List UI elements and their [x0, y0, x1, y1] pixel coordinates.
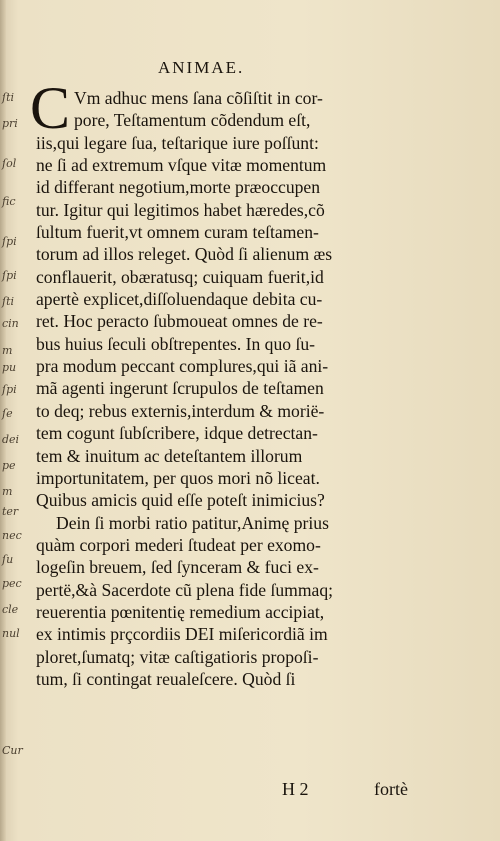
margin-fragment: ter — [2, 505, 19, 518]
text-line: to deq; rebus externis,interdum & morië- — [36, 400, 325, 421]
margin-fragment: ſe — [2, 407, 13, 420]
text-line: ex intimis prçcordiis DEI miſericordiã im — [36, 624, 328, 645]
text-line: ne ſi ad extremum vſque vitæ momentum — [36, 155, 327, 176]
margin-fragment: ſpi — [2, 235, 17, 248]
text-line: ploret,ſumatq; vitæ caſtigatioris propoſi- — [36, 646, 319, 667]
margin-fragment: ſti — [2, 91, 15, 104]
margin-fragment: pec — [2, 577, 22, 590]
text-line: ſultum fuerit,vt omnem curam teſtamen- — [36, 222, 319, 243]
text-line: pra modum peccant complures,qui iã ani- — [36, 356, 329, 377]
text-line: quàm corpori mederi ſtudeat per exomo- — [36, 534, 321, 555]
text-line: logeſin breuem, ſed ſynceram & fuci ex- — [36, 557, 319, 578]
text-line: tur. Igitur qui legitimos habet hæredes,cõ — [36, 199, 325, 220]
margin-fragment: nul — [2, 627, 20, 640]
catchword: fortè — [374, 779, 408, 799]
margin-fragment: ſpi — [2, 269, 17, 282]
text-line: pertë,&à Sacerdote cũ plena fide ſummaq; — [36, 579, 334, 600]
text-line: tum, ſi contingat reualeſcere. Quòd ſi — [36, 668, 296, 689]
margin-fragment: cin — [2, 317, 19, 330]
text-line: tem cogunt ſubſcribere, idque detrectan- — [36, 423, 318, 444]
margin-fragment: cle — [2, 603, 19, 616]
text-line: torum ad illos releget. Quòd ſi alienum æs — [36, 244, 333, 265]
running-head: ANIMAE. — [158, 58, 245, 77]
text-line: id differant negotium,morte præoccupen — [36, 177, 321, 198]
text-line: mã agenti ingerunt ſcrupulos de teſtamen — [36, 378, 324, 399]
margin-fragment: m — [2, 344, 13, 357]
text-line: Quibus amicis quid eſſe poteſt inimicius? — [36, 490, 325, 511]
text-line: pore, Teſtamentum cõdendum eſt, — [74, 110, 311, 131]
text-line: Vm adhuc mens ſana cõſiſtit in cor- — [74, 88, 323, 108]
text-line: conflauerit, obæratusq; cuiquam fuerit,id — [36, 266, 324, 287]
text-line: importunitatem, per quos mori nõ liceat. — [36, 467, 320, 488]
margin-fragment: ſu — [2, 553, 14, 566]
text-line: Dein ſi morbi ratio patitur,Animę prius — [56, 512, 329, 533]
margin-fragment: nec — [2, 529, 22, 542]
text-line: reuerentia pœnitentię remedium accipiat, — [36, 601, 325, 622]
margin-fragment: dei — [2, 433, 20, 446]
signature-mark: H 2 — [282, 779, 309, 799]
margin-fragment: pu — [2, 361, 17, 374]
text-line: iis,qui legare ſua, teſtarique iure poſſunt: — [36, 132, 319, 153]
margin-fragment: fic — [2, 195, 16, 208]
body-text — [36, 87, 412, 690]
margin-fragment: ſti — [2, 295, 15, 308]
text-line: ret. Hoc peracto ſubmoueat omnes de re- — [36, 311, 323, 332]
margin-fragment: ſol — [2, 157, 17, 170]
drop-cap-initial: C — [30, 75, 71, 141]
text-line: tem & inuitum ac deteſtantem illorum — [36, 445, 303, 466]
margin-fragment: pri — [2, 117, 18, 130]
margin-fragment: m — [2, 485, 13, 498]
margin-fragment: ſpi — [2, 383, 17, 396]
text-line: apertè explicet,diſſoluendaque debita cu- — [36, 289, 323, 310]
text-line: bus huius ſeculi obſtrepentes. In quo ſu- — [36, 333, 316, 354]
margin-fragment: pe — [2, 459, 16, 472]
margin-fragment: Cur — [2, 744, 23, 757]
